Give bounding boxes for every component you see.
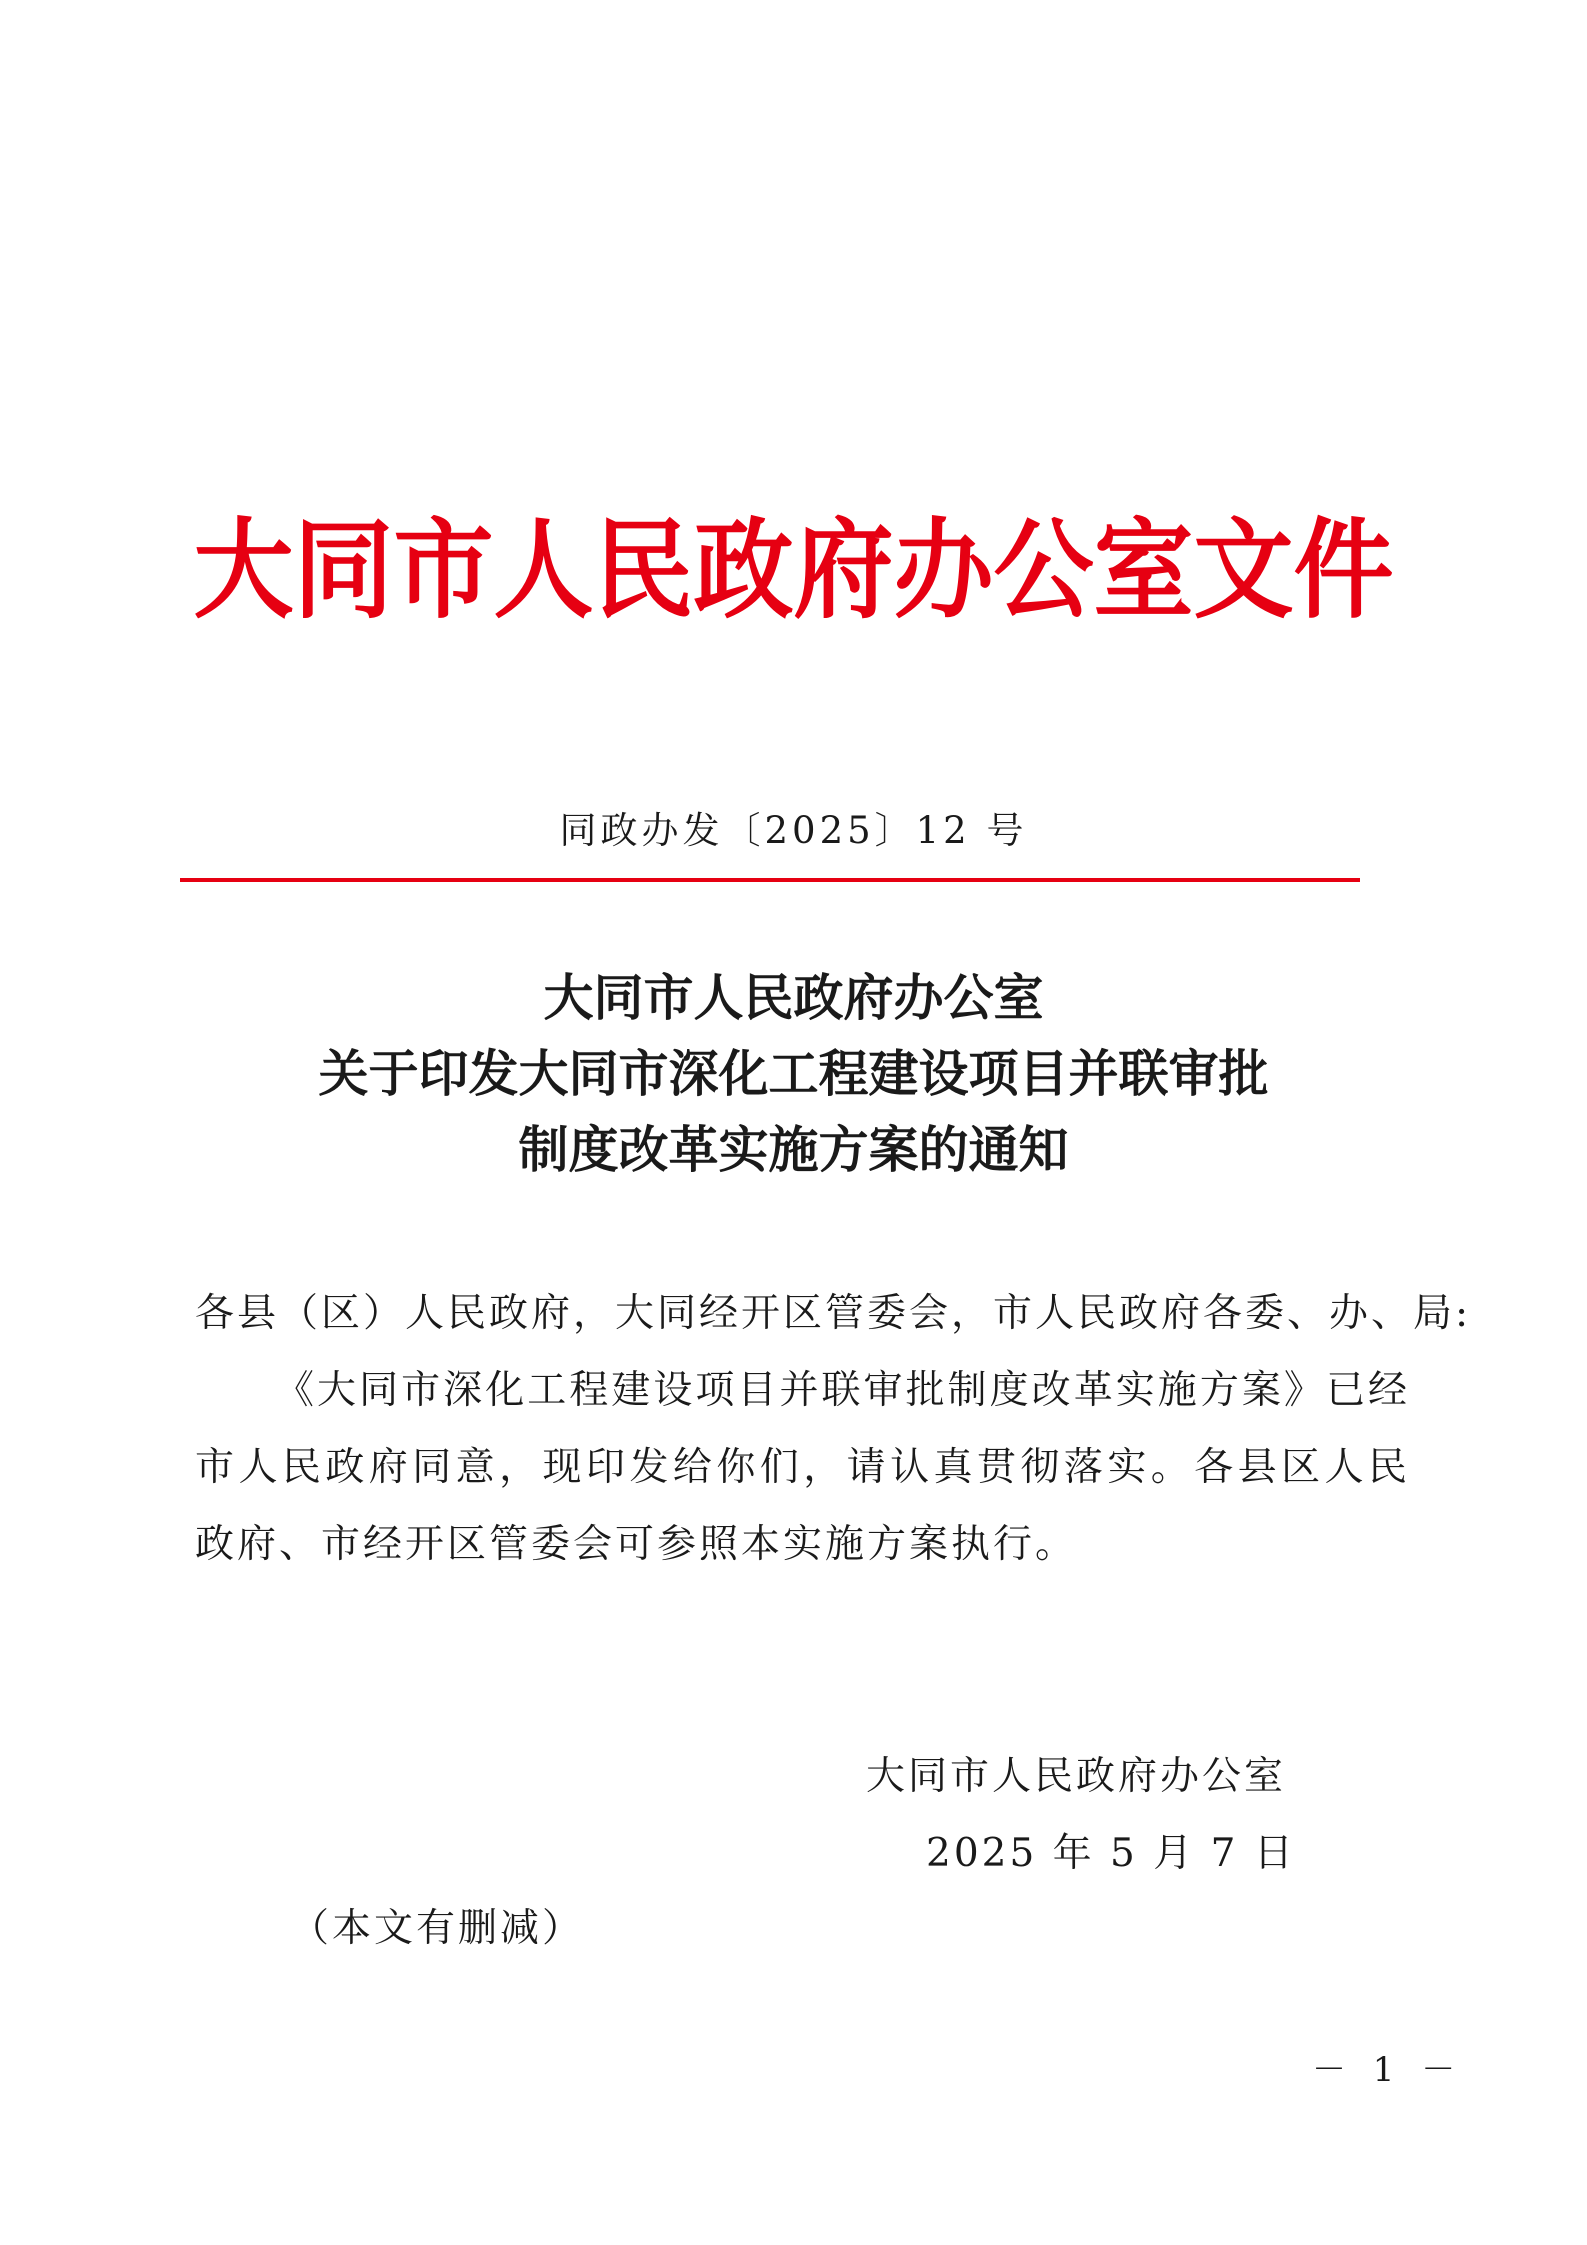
salutation: 各县（区）人民政府，大同经开区管委会，市人民政府各委、办、局: xyxy=(195,1291,1472,1336)
signature-date: 2025 年 5 月 7 日 xyxy=(926,1831,1296,1876)
document-number: 同政办发〔2025〕12 号 xyxy=(559,809,1028,852)
title-line-2: 关于印发大同市深化工程建设项目并联审批 xyxy=(318,1044,1269,1103)
red-header-title: 大同市人民政府办公室文件 xyxy=(193,506,1394,634)
page-number: － 1 － xyxy=(1312,2050,1464,2090)
title-line-1: 大同市人民政府办公室 xyxy=(543,968,1044,1027)
abridged-note: （本文有删减） xyxy=(290,1906,585,1951)
document-title xyxy=(0,960,1587,1188)
title-line-3: 制度改革实施方案的通知 xyxy=(518,1120,1069,1179)
body-paragraph: 《大同市深化工程建设项目并联审批制度改革实施方案》已经市人民政府同意，现印发给你们，请认真贯彻落实。各县区人民政府、市经开区管委会可参照本实施方案执行。 xyxy=(195,1368,1410,1567)
red-divider-line xyxy=(180,878,1360,882)
signature-organization: 大同市人民政府办公室 xyxy=(866,1754,1287,1799)
